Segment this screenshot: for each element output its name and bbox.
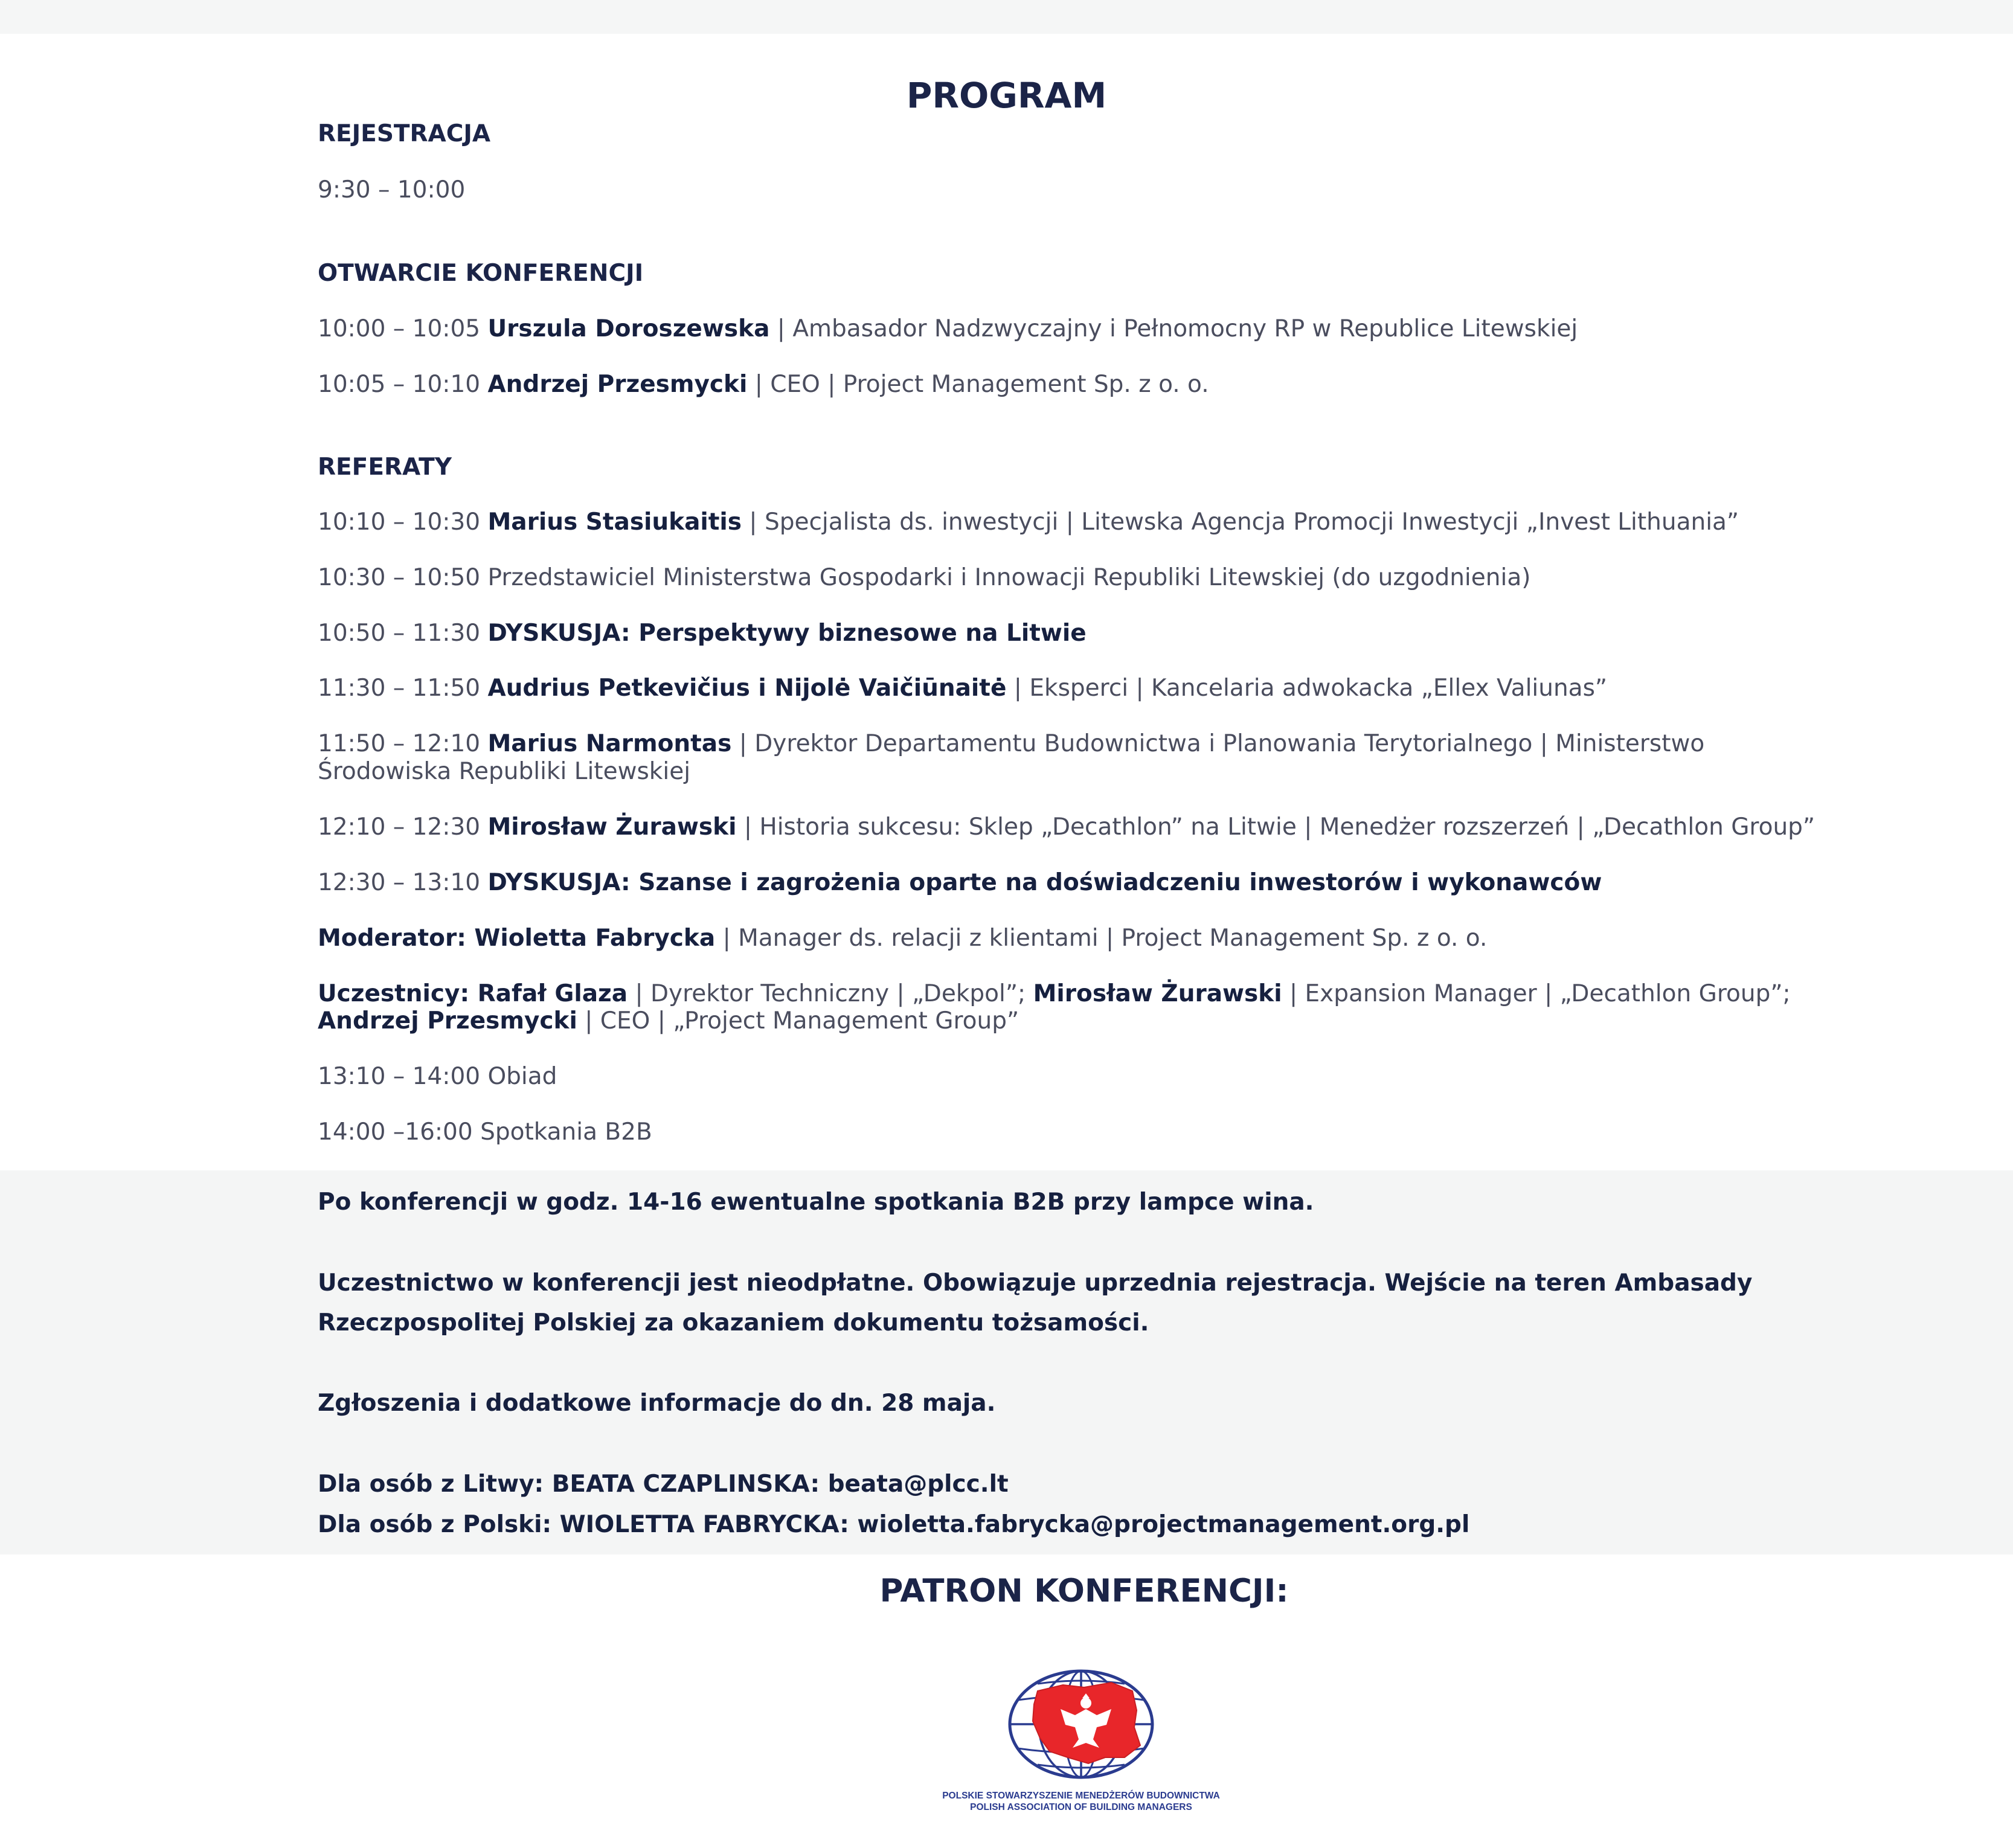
moderator-name: Moderator: Wioletta Fabrycka	[318, 925, 716, 952]
info-b2b: Po konferencji w godz. 14-16 ewentualne spotkania B2B przy lampce wina.	[318, 1189, 1314, 1216]
logo-text-pl: POLSKIE STOWARZYSZENIE MENEDŻERÓW BUDOWNICTWA	[942, 1791, 1220, 1801]
info-participation: Uczestnictwo w konferencji jest nieodpłatne. Obowiązuje uprzednia rejestracja. Wejście na teren Ambasady	[318, 1269, 1753, 1297]
item-time: 12:10 – 12:30	[318, 813, 481, 841]
info-deadline: Zgłoszenia i dodatkowe informacje do dn. 28 maja.	[318, 1390, 996, 1417]
top-bar	[0, 0, 2013, 34]
contact-poland: Dla osób z Polski: WIOLETTA FABRYCKA: wioletta.fabrycka@projectmanagement.org.pl	[318, 1511, 1470, 1538]
registration-time: 9:30 – 10:00	[318, 176, 466, 204]
item-time: 10:05 – 10:10	[318, 371, 481, 398]
agenda-item	[318, 371, 1209, 399]
item-time: 13:10 – 14:00	[318, 1063, 481, 1090]
speaker-role: | Eksperci | Kancelaria adwokacka „Ellex Valiunas”	[1006, 675, 1608, 702]
speaker-name: Andrzej Przesmycki	[487, 371, 748, 398]
section-heading-registration: REJESTRACJA	[318, 120, 491, 147]
agenda-item	[318, 869, 1602, 897]
participant-role: | Dyrektor Techniczny | „Dekpol”;	[628, 980, 1033, 1007]
lunch-item	[318, 1063, 557, 1091]
agenda-item	[318, 564, 1530, 592]
moderator-role: | Manager ds. relacji z klientami | Project Management Sp. z o. o.	[715, 925, 1488, 952]
item-description: Przedstawiciel Ministerstwa Gospodarki i Innowacji Republiki Litewskiej (do uzgodnienia)	[487, 564, 1531, 591]
agenda-item	[318, 730, 1767, 786]
logo-text-en: POLISH ASSOCIATION OF BUILDING MANAGERS	[970, 1802, 1192, 1812]
discussion-title: DYSKUSJA: Szanse i zagrożenia oparte na doświadczeniu inwestorów i wykonawców	[487, 869, 1602, 896]
moderator-line	[318, 925, 1487, 952]
speaker-name: Mirosław Żurawski	[487, 813, 737, 841]
item-description: Spotkania B2B	[472, 1118, 652, 1146]
section-heading-opening: OTWARCIE KONFERENCJI	[318, 260, 644, 287]
item-time: 12:30 – 13:10	[318, 869, 481, 896]
item-time: 14:00 –16:00	[318, 1118, 473, 1146]
participants-line	[318, 980, 1791, 1008]
agenda-item	[318, 509, 1739, 536]
info-participation-2: Rzeczpospolitej Polskiej za okazaniem dokumentu tożsamości.	[318, 1309, 1149, 1336]
item-time: 11:50 – 12:10	[318, 730, 481, 757]
speaker-name: Marius Stasiukaitis	[487, 509, 742, 536]
item-time: 10:10 – 10:30	[318, 509, 481, 536]
discussion-title: DYSKUSJA: Perspektywy biznesowe na Litwie	[487, 620, 1087, 647]
agenda-item	[318, 620, 1087, 647]
b2b-item	[318, 1118, 652, 1146]
contact-lithuania: Dla osób z Litwy: BEATA CZAPLINSKA: beata@plcc.lt	[318, 1471, 1009, 1498]
speaker-role: | CEO | Project Management Sp. z o. o.	[747, 371, 1209, 398]
speaker-role: | Ambasador Nadzwyczajny i Pełnomocny RP w Republice Litewskiej	[769, 315, 1578, 342]
agenda-item	[318, 813, 1815, 841]
agenda-item	[318, 315, 1578, 343]
section-heading-talks: REFERATY	[318, 454, 452, 481]
patron-heading: PATRON KONFERENCJI:	[879, 1573, 1289, 1609]
speaker-role: | Dyrektor Departamentu Budownictwa i Planowania Terytorialnego | Ministerstwo Środowiska Republiki Litewskiej	[318, 730, 1705, 785]
speaker-role: | Historia sukcesu: Sklep „Decathlon” na Litwie | Menedżer rozszerzeń | „Decathlon Group”	[736, 813, 1816, 841]
item-time: 10:30 – 10:50	[318, 564, 481, 591]
participant-name: Andrzej Przesmycki	[318, 1007, 577, 1035]
agenda-item	[318, 675, 1607, 702]
participant-name: Mirosław Żurawski	[1033, 980, 1282, 1007]
item-time: 11:30 – 11:50	[318, 675, 481, 702]
speaker-role: | Specjalista ds. inwestycji | Litewska Agencja Promocji Inwestycji „Invest Lithuania”	[742, 509, 1739, 536]
participant-role: | CEO | „Project Management Group”	[577, 1007, 1019, 1035]
page-title: PROGRAM	[906, 75, 1107, 116]
participants-line-2	[318, 1007, 1019, 1035]
participants-label: Uczestnicy: Rafał Glaza	[318, 980, 628, 1007]
item-description: Obiad	[480, 1063, 557, 1090]
participant-role: | Expansion Manager | „Decathlon Group”;	[1282, 980, 1791, 1007]
item-time: 10:00 – 10:05	[318, 315, 481, 342]
patron-logo	[930, 1667, 1232, 1818]
item-time: 10:50 – 11:30	[318, 620, 481, 647]
speaker-name: Audrius Petkevičius i Nijolė Vaičiūnaitė	[487, 675, 1007, 702]
speaker-name: Urszula Doroszewska	[487, 315, 770, 342]
speaker-name: Marius Narmontas	[487, 730, 732, 757]
